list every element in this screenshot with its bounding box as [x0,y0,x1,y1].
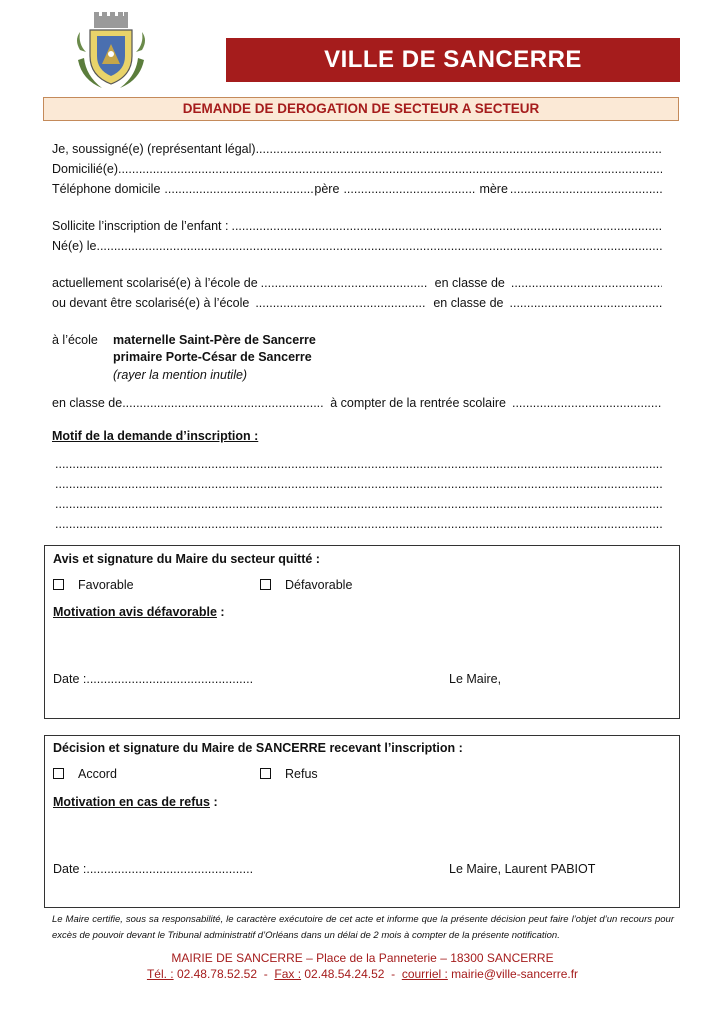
current-school-label: actuellement scolarisé(e) à l’école de [52,276,258,290]
father-label: père [314,182,340,196]
birth-date-label: Né(e) le [52,239,97,253]
domicile-label: Domicilié(e) [52,162,118,176]
unfavorable-label: Défavorable [285,578,353,592]
decision-box [44,735,680,908]
previous-sector-opinion-box [44,545,680,719]
favorable-label: Favorable [78,578,134,592]
refusal-motivation-label: Motivation en cas de refus [53,795,210,809]
phone-label: Tél. : [146,967,174,981]
decision-date-field[interactable] [53,860,253,878]
motive-line[interactable] [55,475,662,493]
phone-number[interactable]: 02.48.78.52.52 [173,967,258,981]
town-banner: VILLE DE SANCERRE [226,38,680,82]
opinion-date-label: Date : [53,672,87,686]
refus-label: Refus [285,767,318,781]
legal-representative-field[interactable] [52,140,662,158]
strike-instruction: (rayer la mention inutile) [113,368,248,382]
opinion-signature: Le Maire, [449,672,502,686]
decision-signature: Le Maire, Laurent PABIOT [449,862,596,876]
decision-box-title: Décision et signature du Maire de SANCERRE recevant l’inscription : [53,741,463,755]
email-label: courriel : [401,967,448,981]
future-class-label: en classe de [433,296,504,310]
form-title: DEMANDE DE DEROGATION DE SECTEUR A SECTEUR [43,97,679,121]
motive-heading: Motif de la demande d’inscription : [52,429,259,443]
domicile-field[interactable] [52,160,662,178]
motive-line[interactable] [55,455,662,473]
accord-label: Accord [78,767,117,781]
mother-label: mère [479,182,508,196]
school-option-primaire[interactable]: primaire Porte-César de Sancerre [113,350,312,364]
current-class-label: en classe de [434,276,505,290]
unfavorable-motivation [53,603,225,621]
legal-representative-label: Je, soussigné(e) (représentant légal) [52,142,256,156]
fax-label: Fax : [274,967,302,981]
start-year-label: à compter de la rentrée scolaire [330,396,506,410]
school-option-maternelle[interactable]: maternelle Saint-Père de Sancerre [113,333,316,347]
favorable-checkbox[interactable] [53,576,134,594]
fax-number: 02.48.54.24.52 [301,967,385,981]
future-school-field[interactable] [52,294,662,312]
accord-checkbox[interactable] [53,765,117,783]
separator: - [384,967,402,981]
phone-label: Téléphone domicile [52,182,161,196]
colon: : [216,605,225,619]
colon: : [209,795,218,809]
future-school-label: ou devant être scolarisé(e) à l’école [52,296,250,310]
separator: - [257,967,275,981]
child-name-field[interactable] [52,217,662,235]
checkbox-icon[interactable] [260,579,271,590]
unfavorable-checkbox[interactable] [260,576,352,594]
target-class-field[interactable] [52,394,662,412]
checkbox-icon[interactable] [53,579,64,590]
school-label: à l’école [52,333,98,347]
current-school-field[interactable] [52,274,662,292]
target-class-label: en classe de [52,396,123,410]
motive-line[interactable] [55,515,662,533]
opinion-box-title: Avis et signature du Maire du secteur quitté : [53,552,320,566]
phone-field[interactable] [52,180,662,198]
coat-of-arms-logo [72,10,150,92]
checkbox-icon[interactable] [53,768,64,779]
opinion-date-field[interactable] [53,670,253,688]
email-link[interactable]: mairie@ville-sancerre.fr [447,967,579,981]
footer-contacts [0,966,725,982]
footer-address: MAIRIE DE SANCERRE – Place de la Panneterie – 18300 SANCERRE [171,951,554,965]
decision-date-label: Date : [53,862,87,876]
legal-footnote: Le Maire certifie, sous sa responsabilité, le caractère exécutoire de cet acte et informe que la présente décision peut faire l’objet d’un recours pour excès de pouvoir devant le Tribunal administratif d’Orléans dans un délai de 2 mois à compter de la présente notification. [52,914,674,941]
child-name-label: Sollicite l’inscription de l’enfant : [52,219,229,233]
refus-checkbox[interactable] [260,765,318,783]
birth-date-field[interactable] [52,237,662,255]
checkbox-icon[interactable] [260,768,271,779]
unfavorable-motivation-label: Motivation avis défavorable [53,605,217,619]
motive-line[interactable] [55,495,662,513]
refusal-motivation [53,793,218,811]
